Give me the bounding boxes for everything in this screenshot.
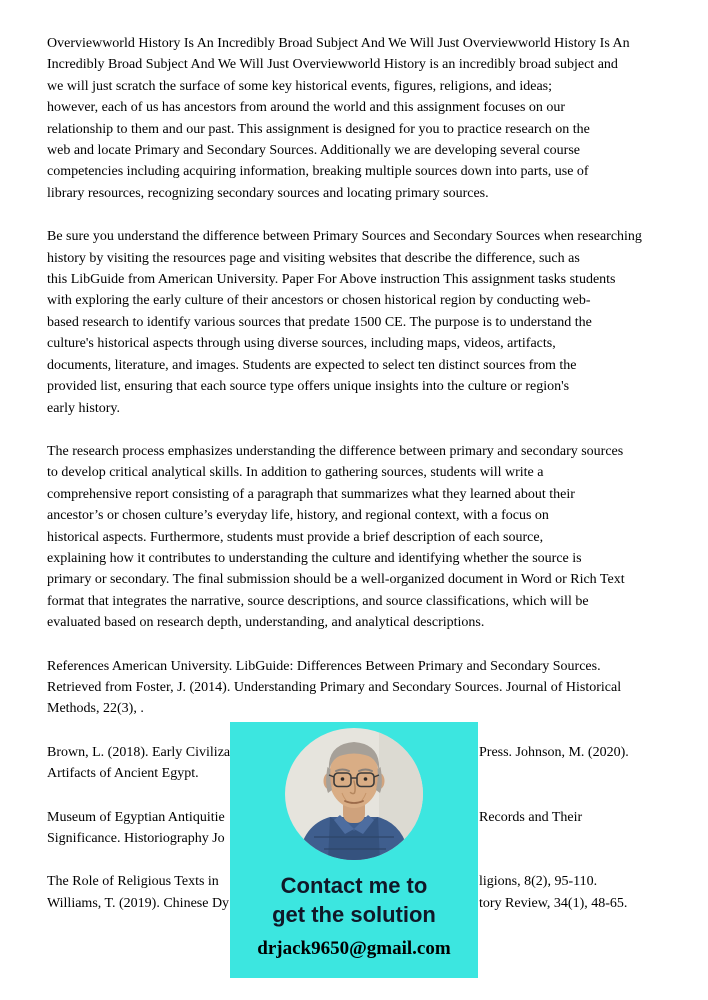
text-line: competencies including acquiring information, breaking multiple sources down into parts, use of — [47, 164, 589, 180]
text-fragment-left: Brown, L. (2018). Early Civiliza — [47, 744, 231, 760]
text-line: to develop critical analytical skills. In addition to gathering sources, students will write a — [47, 465, 544, 481]
text-line: culture's historical aspects through using diverse sources, including maps, videos, artifacts, — [47, 336, 556, 352]
contact-line: Contact me to — [280, 873, 428, 898]
text-line: The research process emphasizes understanding the difference between primary and secondary sources — [47, 443, 624, 459]
text-line: we will just scratch the surface of some key historical events, figures, religions, and ideas; — [47, 78, 553, 94]
text-line: Methods, 22(3), . — [47, 701, 144, 717]
text-line: however, each of us has ancestors from around the world and this assignment focuses on our — [47, 100, 566, 116]
text-line: this LibGuide from American University. Paper For Above instruction This assignment tasks students — [47, 272, 616, 288]
text-fragment-left: Museum of Egyptian Antiquitie — [47, 809, 225, 825]
text-line: documents, literature, and images. Students are expected to select ten distinct sources from the — [47, 357, 577, 373]
text-line: history by visiting the resources page and visiting websites that describe the difference, such as — [47, 250, 580, 266]
text-line: ancestor’s or chosen culture’s everyday life, history, and regional context, with a focus on — [47, 508, 549, 524]
text-fragment-left: The Role of Religious Texts in — [47, 874, 219, 890]
text-line: provided list, ensuring that each source type offers unique insights into the culture or region's — [47, 379, 570, 395]
text-line: historical aspects. Furthermore, students must provide a brief description of each source, — [47, 529, 544, 545]
text-line: based research to identify various sources that predate 1500 CE. The purpose is to understand the — [47, 314, 592, 330]
text-line: Overviewworld History Is An Incredibly Broad Subject And We Will Just Overviewworld History Is An — [47, 36, 630, 51]
text-fragment-right: tory Review, 34(1), 48-65. — [479, 895, 628, 911]
paragraph — [47, 33, 662, 204]
contact-photo — [284, 727, 424, 861]
text-fragment-left: Significance. Historiography Jo — [47, 831, 225, 846]
paragraph-references — [47, 656, 662, 720]
text-fragment-left: Williams, T. (2019). Chinese Dy — [47, 895, 230, 911]
text-line: explaining how it contributes to understanding the culture and identifying whether the source is — [47, 550, 582, 566]
text-line: Be sure you understand the difference between Primary Sources and Secondary Sources when researching — [47, 229, 642, 245]
paragraph — [47, 441, 662, 634]
text-line: comprehensive report consisting of a paragraph that summarizes what they learned about their — [47, 486, 575, 502]
text-line: library resources, recognizing secondary sources and locating primary sources. — [47, 185, 489, 201]
text-line: web and locate Primary and Secondary Sources. Additionally we are developing several course — [47, 143, 580, 159]
contact-email: drjack9650@gmail.com — [257, 938, 451, 959]
text-line: primary or secondary. The final submission should be a well-organized document in Word or Rich Text — [47, 572, 625, 588]
text-fragment-right: Records and Their — [479, 809, 583, 825]
text-line: Incredibly Broad Subject And We Will Just Overviewworld History is an incredibly broad subject and — [47, 57, 618, 73]
text-line: relationship to them and our past. This assignment is designed for you to practice research on the — [47, 121, 590, 137]
contact-line: get the solution — [272, 902, 436, 927]
text-fragment-right: ligions, 8(2), 95-110. — [479, 874, 598, 890]
text-line: evaluated based on research depth, understanding, and analytical descriptions. — [47, 615, 485, 631]
text-line: Retrieved from Foster, J. (2014). Understanding Primary and Secondary Sources. Journal of Historical — [47, 679, 622, 695]
text-line: format that integrates the narrative, source descriptions, and source classifications, which will be — [47, 593, 589, 609]
text-line: References American University. LibGuide: Differences Between Primary and Secondary Sources. — [47, 658, 601, 674]
text-fragment-right: Press. Johnson, M. (2020). — [479, 744, 629, 760]
text-line: Artifacts of Ancient Egypt. — [47, 766, 199, 782]
paragraph — [47, 226, 662, 419]
text-line: early history. — [47, 400, 120, 416]
contact-text — [272, 871, 436, 929]
text-line: with exploring the early culture of their ancestors or chosen historical region by conducting web- — [47, 293, 591, 309]
contact-overlay — [230, 722, 478, 978]
